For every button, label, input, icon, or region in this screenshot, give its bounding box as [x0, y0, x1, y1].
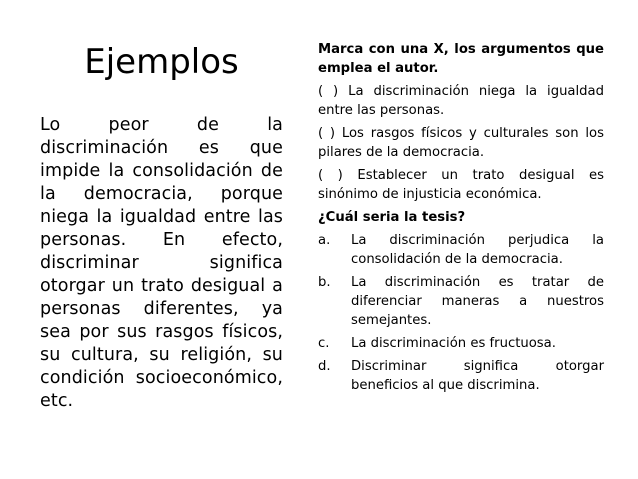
argument-option-2: ( ) Los rasgos físicos y culturales son los pilares de la democracia.: [318, 126, 604, 160]
alternative-text: Discriminar significa otorgar beneficios al que discrimina.: [351, 359, 604, 393]
alternative-a: [318, 231, 604, 269]
alternative-c: [318, 334, 604, 353]
alternative-text: La discriminación es fructuosa.: [351, 336, 556, 351]
argument-option-1: ( ) La discriminación niega la igualdad entre las personas.: [318, 84, 604, 118]
exercise-column: [318, 40, 604, 399]
argument-option-3: ( ) Establecer un trato desigual es sinónimo de injusticia económica.: [318, 168, 604, 202]
thesis-question: ¿Cuál seria la tesis?: [318, 210, 466, 225]
alternative-letter: b.: [318, 275, 331, 290]
alternative-letter: c.: [318, 336, 330, 351]
thesis-alternatives: [318, 231, 604, 395]
alternative-d: [318, 357, 604, 395]
alternative-b: [318, 273, 604, 330]
example-paragraph: Lo peor de la discriminación es que impide la consolidación de la democracia, porque niega la igualdad entre las personas. En efecto, discriminar significa otorgar un trato desigual a personas diferentes, ya sea por sus rasgos físicos, su cultura, su religión, su condición socioeconómico, etc.: [40, 115, 283, 411]
alternative-text: La discriminación perjudica la consolidación de la democracia.: [351, 233, 604, 267]
examples-heading: Ejemplos: [84, 42, 239, 82]
alternative-letter: d.: [318, 359, 331, 374]
alternative-letter: a.: [318, 233, 331, 248]
exercise-instruction: Marca con una X, los argumentos que emplea el autor.: [318, 42, 604, 76]
alternative-text: La discriminación es tratar de diferenciar maneras a nuestros semejantes.: [351, 275, 604, 328]
